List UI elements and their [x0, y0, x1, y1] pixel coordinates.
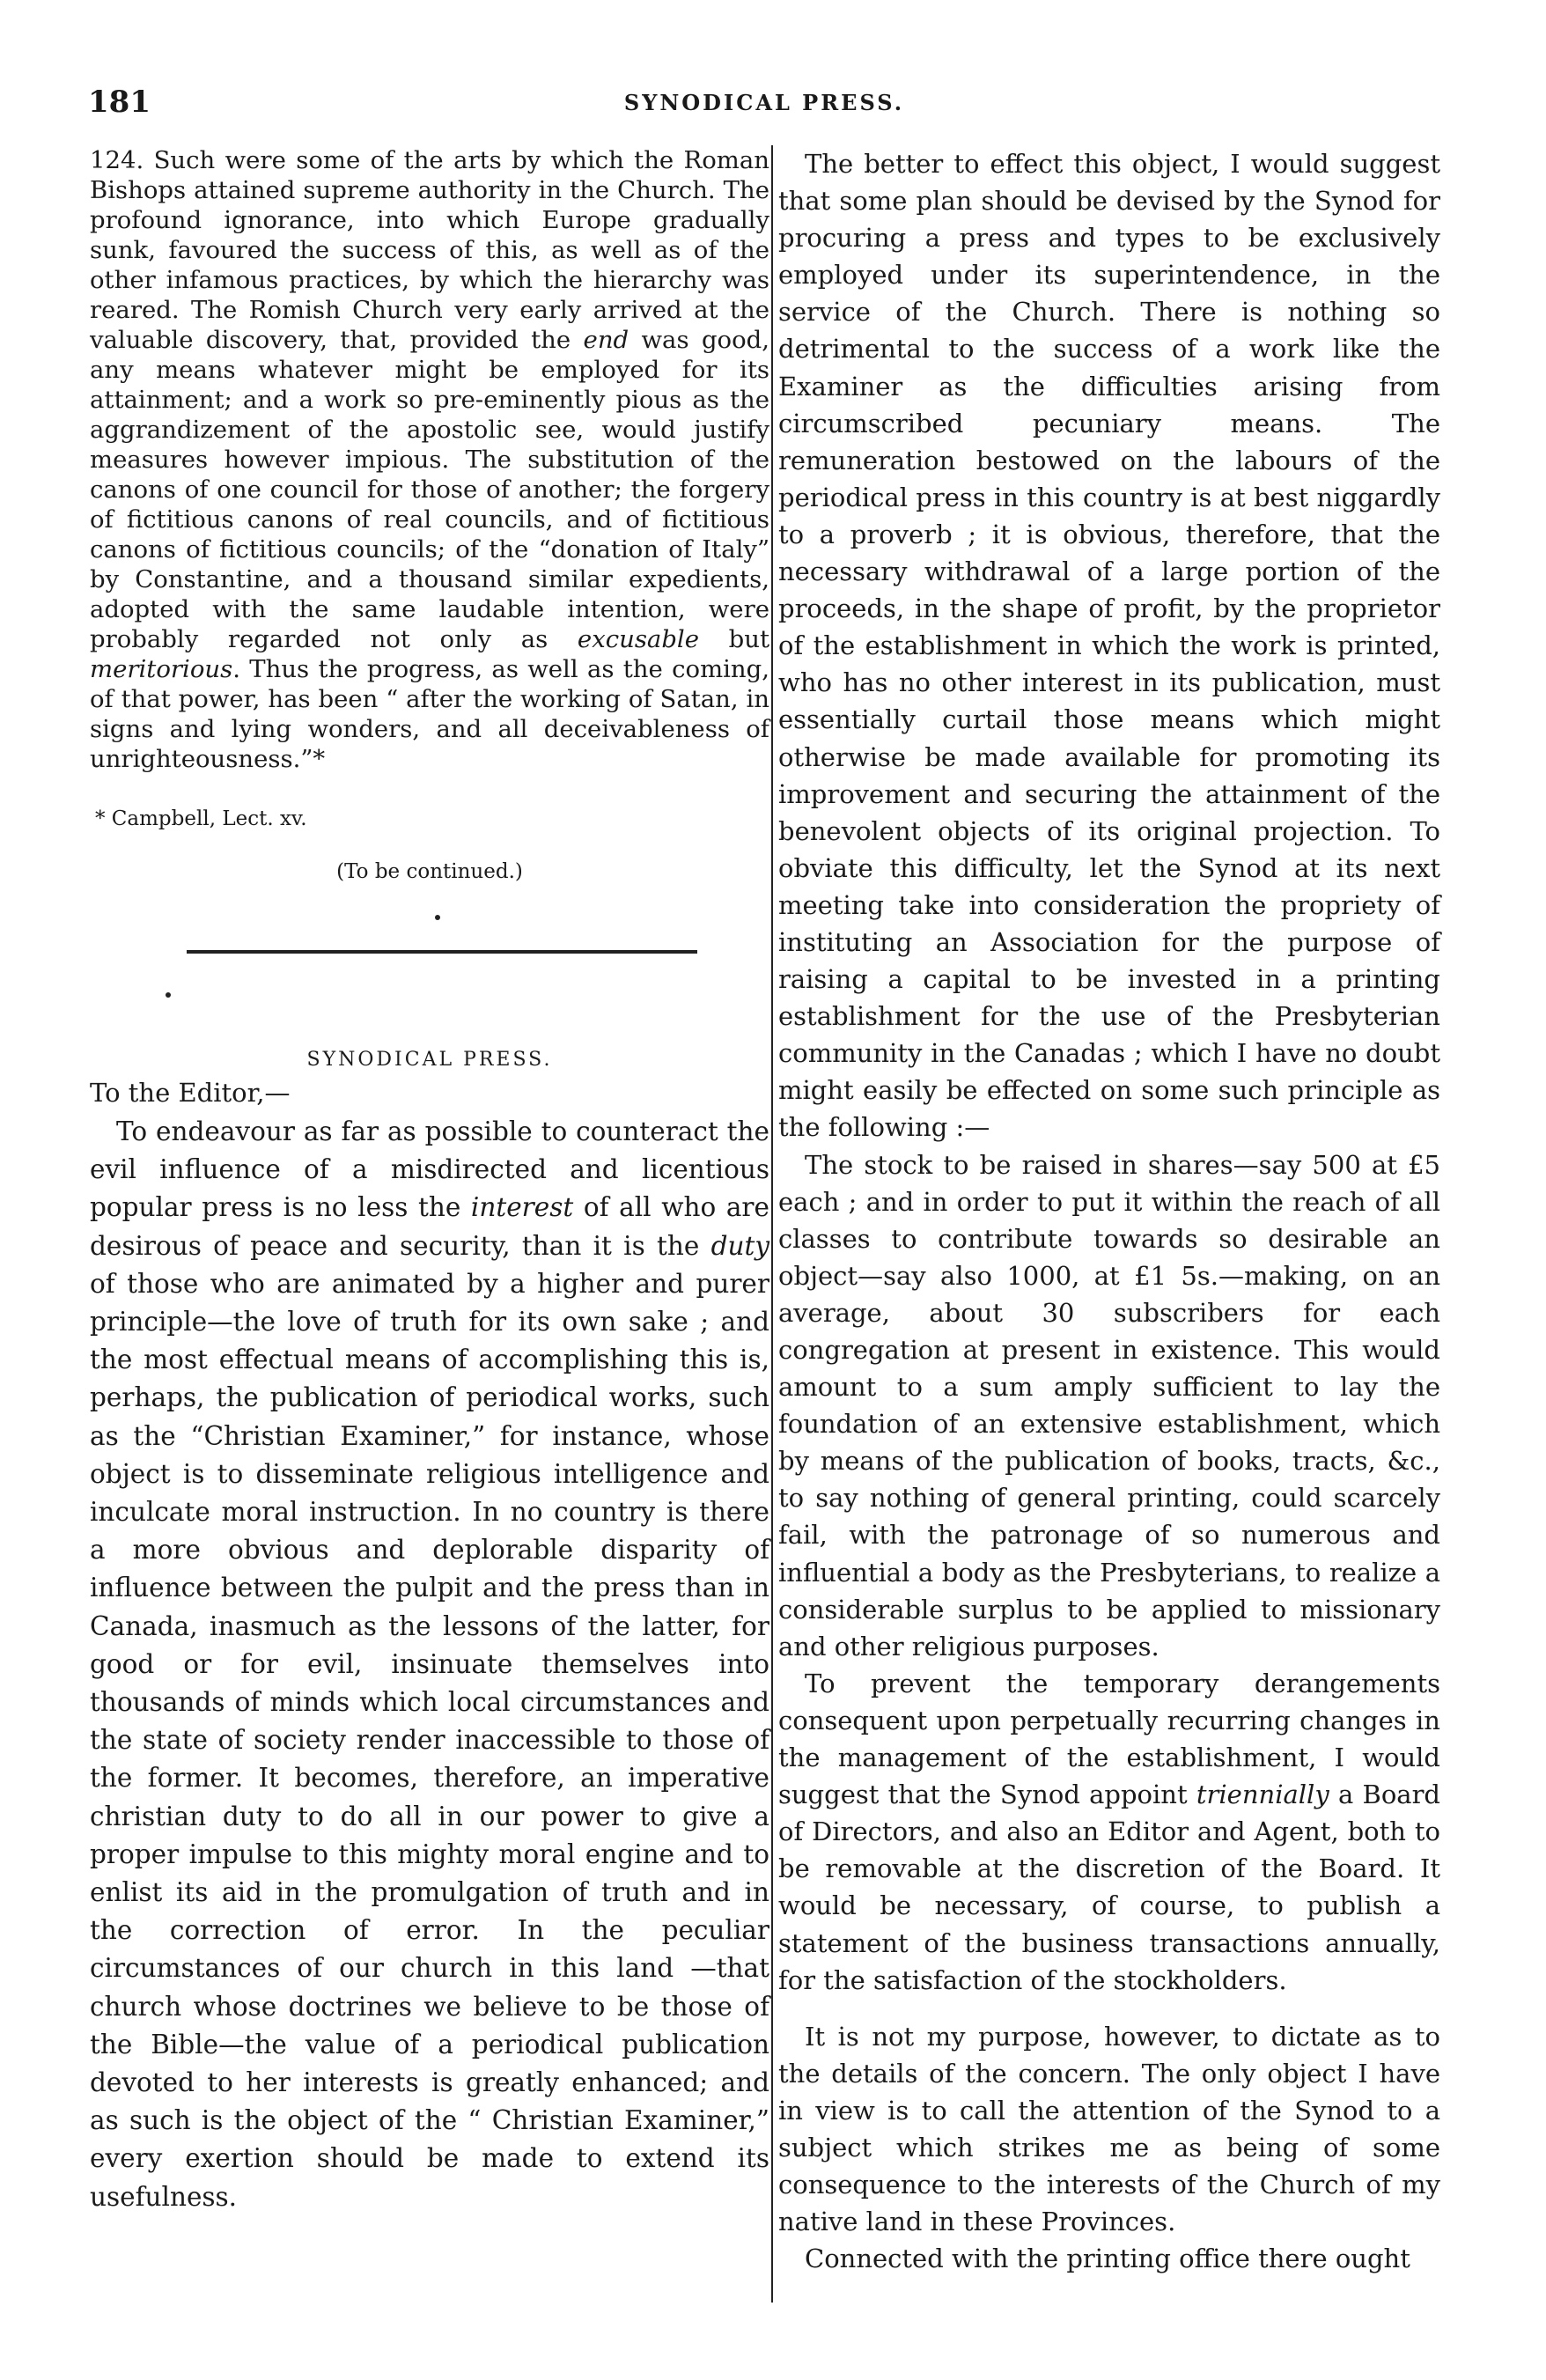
page-header [88, 85, 1440, 129]
emphasis: excusable [577, 625, 699, 653]
emphasis: interest [470, 1192, 574, 1223]
emphasis: meritorious [90, 655, 233, 683]
text-run: To prevent the temporary derangements consequent upon perpetually recurring changes in the management of the establishment, I would suggest that the Synod appoint [778, 1668, 1440, 1810]
text-run: was good, any means whatever might be employed for its attainment; and a work so pre-eminently pious as the aggrandizement of the apostolic see, would justify measures however impious. The substitution of the canons of one council for those of another; the forgery of fictitious canons of real councils, and of fictitious canons of fictitious councils; of the “donation of Italy” by Constantine, and a thousand similar expedients, adopted with the same laudable intention, were probably regarded not only as [90, 326, 769, 653]
emphasis: triennially [1196, 1779, 1329, 1810]
continued-note: (To be continued.) [336, 860, 523, 883]
page-number: 181 [88, 85, 151, 120]
section-title: SYNODICAL PRESS. [306, 1049, 553, 1071]
section-rule [187, 950, 697, 954]
paragraph: The stock to be raised in shares—say 500 at £5 each ; and in order to put it within the reach of all classes to contribute towards so desirable an object—say also 1000, at £1 5s.—making, on an average, about 30 subscribers for each congregation at present in existence. This would amount to a sum amply sufficient to lay the foundation of an extensive establishment, which by means of the publication of books, tracts, &c., to say nothing of general printing, could scarcely fail, with the patronage of so numerous and influential a body as the Presbyterians, to realize a considerable surplus to be applied to missionary and other religious purposes. [778, 1149, 1440, 1662]
salutation: To the Editor,— [90, 1078, 291, 1108]
text-run: of those who are animated by a higher and purer principle—the love of truth for its own sake ; and the most effectual means of accomplishing this is, perhaps, the publication of periodical works, such as the “Christian Examiner,” for instance, whose object is to disseminate religious intelligence and inculcate moral instruction. In no country is there a more obvious and deplorable disparity of influence between the pulpit and the press than in Canada, inasmuch as the lessons of the latter, for good or for evil, insinuate themselves into thousands of minds which local circumstances and the state of society render inaccessible to those of the former. It becomes, therefore, an imperative christian duty to do all in our power to give a proper impulse to this mighty moral engine and to enlist its aid in the promulgation of truth and in the correction of error. In the peculiar circumstances of our church in this land —that church whose doctrines we believe to be those of the Bible—the value of a periodical publication devoted to her interests is greatly enhanced; and as such is the object of the “ Christian Examiner,” every exertion should be made to extend its usefulness. [90, 1268, 769, 2212]
footnote: * Campbell, Lect. xv. [95, 807, 307, 830]
ornament-dot [435, 915, 440, 920]
letter-paragraph [90, 1113, 769, 2216]
emphasis: duty [710, 1230, 769, 1261]
paragraph: Connected with the printing office there ought [805, 2244, 1410, 2274]
paragraph: It is not my purpose, however, to dictate as to the details of the concern. The only object I have in view is to call the attention of the Synod to a subject which strikes me as being of some consequence to the interests of the Church of my native land in these Provinces. [778, 2021, 1440, 2237]
paragraph: The better to effect this object, I would suggest that some plan should be devised by the Synod for procuring a press and types to be exclusively employed under its superintendence, in the service of the Church. There is nothing so detrimental to the success of a work like the Examiner as the difficulties arising from circumscribed pecuniary means. The remuneration bestowed on the labours of the periodical press in this country is at best niggardly to a proverb ; it is obvious, therefore, that the necessary withdrawal of a large portion of the proceeds, in the shape of profit, by the proprietor of the establishment in which the work is printed, who has no other interest in its publication, must essentially curtail those means which might otherwise be made available for promoting its improvement and securing the attainment of the benevolent objects of its original projection. To obviate this difficulty, let the Synod at its next meeting take into consideration the propriety of instituting an Association for the purpose of raising a capital to be invested in a printing establishment for the use of the Presbyterian community in the Canadas ; which I have no doubt might easily be effected on some such principle as the following :— [778, 149, 1440, 1143]
text-run: 124. Such were some of the arts by which the Roman Bishops attained supreme authority in the Church. The profound ignorance, into which Europe gradually sunk, favoured the success of this, as well as of the other infamous practices, by which the hierarchy was reared. The Romish Church very early arrived at the valuable discovery, that, provided the [90, 146, 769, 354]
paragraph [778, 1665, 1440, 1999]
text-run: but [699, 625, 770, 653]
paragraph-124 [90, 145, 769, 774]
right-column [778, 145, 1440, 2277]
left-column [90, 145, 769, 2216]
emphasis: end [583, 326, 629, 354]
column-divider [771, 145, 773, 2303]
running-title: SYNODICAL PRESS. [623, 90, 905, 115]
text-run: . Thus the progress, as well as the coming, of that power, has been “ after the working of Satan, in signs and lying wonders, and all deceivableness of unrighteousness.”* [90, 655, 769, 773]
text-run: a Board of Directors, and also an Editor and Agent, both to be removable at the discretion of the Board. It would be necessary, of course, to publish a statement of the business transactions annually, for the satisfaction of the stockholders. [778, 1779, 1440, 1995]
ornament-dot [166, 992, 171, 998]
text-run: To endeavour as far as possible to counteract the evil influence of a misdirected and licentious popular press is no less the [90, 1116, 769, 1223]
text-run: of all who are desirous of peace and security, than it is the [90, 1192, 769, 1261]
